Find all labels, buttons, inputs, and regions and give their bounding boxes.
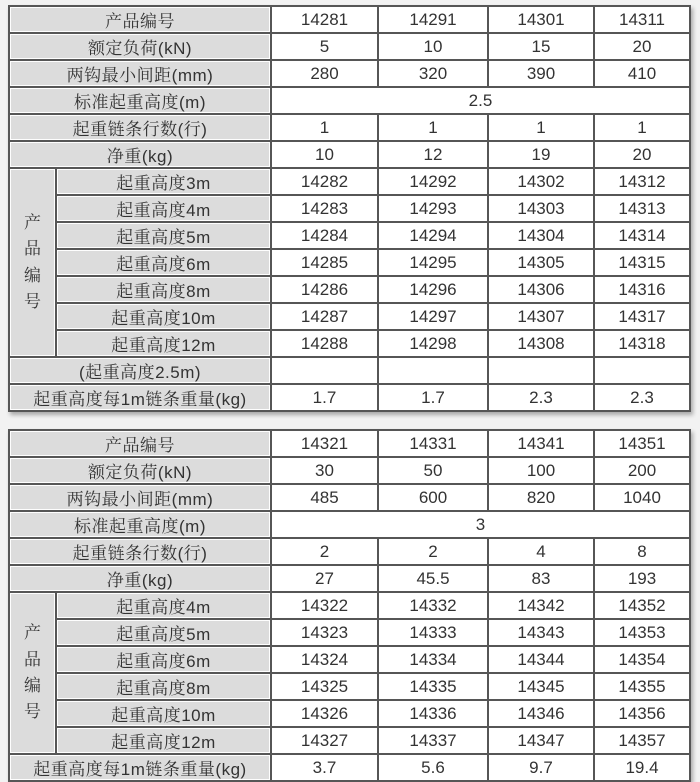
- table-row: [9, 727, 690, 754]
- value-cell: 8: [594, 538, 690, 565]
- table-row: [9, 484, 690, 511]
- table-row: [9, 168, 690, 195]
- row-label: 起重高度3m: [56, 168, 271, 195]
- table-row: [9, 330, 690, 357]
- value-cell: 14331: [378, 430, 488, 457]
- row-label: 额定负荷(kN): [9, 457, 271, 484]
- value-cell: 12: [378, 141, 488, 168]
- value-cell: 14307: [488, 303, 594, 330]
- row-label: 起重高度12m: [56, 727, 271, 754]
- value-cell: 14287: [271, 303, 378, 330]
- value-cell: 14285: [271, 249, 378, 276]
- table-row: [9, 276, 690, 303]
- table-body: [9, 6, 690, 411]
- row-label: 标准起重高度(m): [9, 511, 271, 538]
- value-cell: 320: [378, 60, 488, 87]
- table-row: [9, 222, 690, 249]
- value-cell: 390: [488, 60, 594, 87]
- row-label: 起重高度5m: [56, 222, 271, 249]
- value-cell: 14296: [378, 276, 488, 303]
- value-cell: 14314: [594, 222, 690, 249]
- value-cell: 14303: [488, 195, 594, 222]
- table-row: [9, 619, 690, 646]
- value-cell: 410: [594, 60, 690, 87]
- row-label: 起重高度6m: [56, 646, 271, 673]
- value-cell: 14308: [488, 330, 594, 357]
- value-cell: 14322: [271, 592, 378, 619]
- product-spec-table-1: [8, 5, 691, 412]
- value-cell: 14316: [594, 276, 690, 303]
- value-cell: 14324: [271, 646, 378, 673]
- value-cell: 2: [378, 538, 488, 565]
- row-label: 起重高度8m: [56, 276, 271, 303]
- value-cell: 485: [271, 484, 378, 511]
- value-cell: 14284: [271, 222, 378, 249]
- row-label: 产品编号: [9, 430, 271, 457]
- merged-value-cell: 3: [271, 511, 690, 538]
- table-body: [9, 430, 690, 781]
- value-cell: 30: [271, 457, 378, 484]
- value-cell: 14345: [488, 673, 594, 700]
- value-cell: 14283: [271, 195, 378, 222]
- value-cell: [271, 357, 378, 384]
- value-cell: 14317: [594, 303, 690, 330]
- value-cell: 14311: [594, 6, 690, 33]
- table-row: [9, 384, 690, 411]
- value-cell: 1040: [594, 484, 690, 511]
- value-cell: 14325: [271, 673, 378, 700]
- value-cell: 14304: [488, 222, 594, 249]
- table-row: [9, 538, 690, 565]
- value-cell: 5.6: [378, 754, 488, 781]
- row-label: 起重链条行数(行): [9, 114, 271, 141]
- row-label: 产品编号: [9, 6, 271, 33]
- value-cell: 14354: [594, 646, 690, 673]
- table-row: [9, 430, 690, 457]
- value-cell: 14344: [488, 646, 594, 673]
- value-cell: 1: [271, 114, 378, 141]
- value-cell: 14335: [378, 673, 488, 700]
- value-cell: 14288: [271, 330, 378, 357]
- value-cell: 2.3: [594, 384, 690, 411]
- value-cell: 14298: [378, 330, 488, 357]
- row-label: 起重高度每1m链条重量(kg): [9, 384, 271, 411]
- value-cell: 193: [594, 565, 690, 592]
- row-label: 净重(kg): [9, 141, 271, 168]
- value-cell: [594, 357, 690, 384]
- value-cell: 14342: [488, 592, 594, 619]
- table-row: [9, 249, 690, 276]
- value-cell: 14297: [378, 303, 488, 330]
- value-cell: 600: [378, 484, 488, 511]
- value-cell: 14321: [271, 430, 378, 457]
- value-cell: 200: [594, 457, 690, 484]
- vertical-group-label: 产品编号: [9, 592, 56, 754]
- table-row: [9, 33, 690, 60]
- value-cell: 14282: [271, 168, 378, 195]
- row-label: 起重高度6m: [56, 249, 271, 276]
- value-cell: 19: [488, 141, 594, 168]
- row-label: 起重高度10m: [56, 303, 271, 330]
- value-cell: 4: [488, 538, 594, 565]
- table-row: [9, 565, 690, 592]
- row-label: 标准起重高度(m): [9, 87, 271, 114]
- value-cell: 45.5: [378, 565, 488, 592]
- value-cell: 14346: [488, 700, 594, 727]
- value-cell: 14293: [378, 195, 488, 222]
- table-row: [9, 754, 690, 781]
- value-cell: 2: [271, 538, 378, 565]
- value-cell: 3.7: [271, 754, 378, 781]
- table-row: [9, 195, 690, 222]
- value-cell: [488, 357, 594, 384]
- value-cell: 14286: [271, 276, 378, 303]
- value-cell: 20: [594, 33, 690, 60]
- table-row: [9, 87, 690, 114]
- row-label: 起重高度5m: [56, 619, 271, 646]
- value-cell: 14353: [594, 619, 690, 646]
- value-cell: 14294: [378, 222, 488, 249]
- row-label: 起重高度10m: [56, 700, 271, 727]
- row-label: 起重高度8m: [56, 673, 271, 700]
- value-cell: 1: [488, 114, 594, 141]
- value-cell: 50: [378, 457, 488, 484]
- value-cell: 14327: [271, 727, 378, 754]
- value-cell: [378, 357, 488, 384]
- value-cell: 20: [594, 141, 690, 168]
- row-label: (起重高度2.5m): [9, 357, 271, 384]
- value-cell: 14337: [378, 727, 488, 754]
- value-cell: 83: [488, 565, 594, 592]
- value-cell: 14301: [488, 6, 594, 33]
- value-cell: 14352: [594, 592, 690, 619]
- value-cell: 5: [271, 33, 378, 60]
- row-label: 起重链条行数(行): [9, 538, 271, 565]
- row-label: 起重高度12m: [56, 330, 271, 357]
- value-cell: 27: [271, 565, 378, 592]
- value-cell: 14333: [378, 619, 488, 646]
- value-cell: 820: [488, 484, 594, 511]
- value-cell: 14312: [594, 168, 690, 195]
- value-cell: 14357: [594, 727, 690, 754]
- table-row: [9, 357, 690, 384]
- table-row: [9, 511, 690, 538]
- table-row: [9, 303, 690, 330]
- table-row: [9, 141, 690, 168]
- value-cell: 14292: [378, 168, 488, 195]
- row-label: 起重高度4m: [56, 195, 271, 222]
- value-cell: 14355: [594, 673, 690, 700]
- value-cell: 9.7: [488, 754, 594, 781]
- value-cell: 14334: [378, 646, 488, 673]
- table-row: [9, 673, 690, 700]
- value-cell: 14341: [488, 430, 594, 457]
- row-label: 净重(kg): [9, 565, 271, 592]
- table-row: [9, 646, 690, 673]
- value-cell: 14356: [594, 700, 690, 727]
- value-cell: 14295: [378, 249, 488, 276]
- value-cell: 1: [378, 114, 488, 141]
- table-row: [9, 6, 690, 33]
- table-row: [9, 592, 690, 619]
- value-cell: 14336: [378, 700, 488, 727]
- value-cell: 14332: [378, 592, 488, 619]
- value-cell: 2.3: [488, 384, 594, 411]
- value-cell: 1.7: [378, 384, 488, 411]
- value-cell: 14315: [594, 249, 690, 276]
- value-cell: 14318: [594, 330, 690, 357]
- value-cell: 14302: [488, 168, 594, 195]
- value-cell: 1: [594, 114, 690, 141]
- value-cell: 14351: [594, 430, 690, 457]
- value-cell: 14323: [271, 619, 378, 646]
- vertical-group-label: 产品编号: [9, 168, 56, 357]
- row-label: 起重高度每1m链条重量(kg): [9, 754, 271, 781]
- row-label: 两钩最小间距(mm): [9, 60, 271, 87]
- value-cell: 10: [378, 33, 488, 60]
- value-cell: 100: [488, 457, 594, 484]
- row-label: 两钩最小间距(mm): [9, 484, 271, 511]
- value-cell: 14281: [271, 6, 378, 33]
- value-cell: 14347: [488, 727, 594, 754]
- value-cell: 14326: [271, 700, 378, 727]
- table-row: [9, 114, 690, 141]
- value-cell: 14305: [488, 249, 594, 276]
- table-row: [9, 457, 690, 484]
- value-cell: 19.4: [594, 754, 690, 781]
- value-cell: 14306: [488, 276, 594, 303]
- value-cell: 14343: [488, 619, 594, 646]
- product-spec-table-2: [8, 429, 691, 782]
- merged-value-cell: 2.5: [271, 87, 690, 114]
- value-cell: 14291: [378, 6, 488, 33]
- value-cell: 15: [488, 33, 594, 60]
- row-label: 起重高度4m: [56, 592, 271, 619]
- row-label: 额定负荷(kN): [9, 33, 271, 60]
- value-cell: 10: [271, 141, 378, 168]
- value-cell: 1.7: [271, 384, 378, 411]
- table-row: [9, 700, 690, 727]
- value-cell: 280: [271, 60, 378, 87]
- value-cell: 14313: [594, 195, 690, 222]
- table-row: [9, 60, 690, 87]
